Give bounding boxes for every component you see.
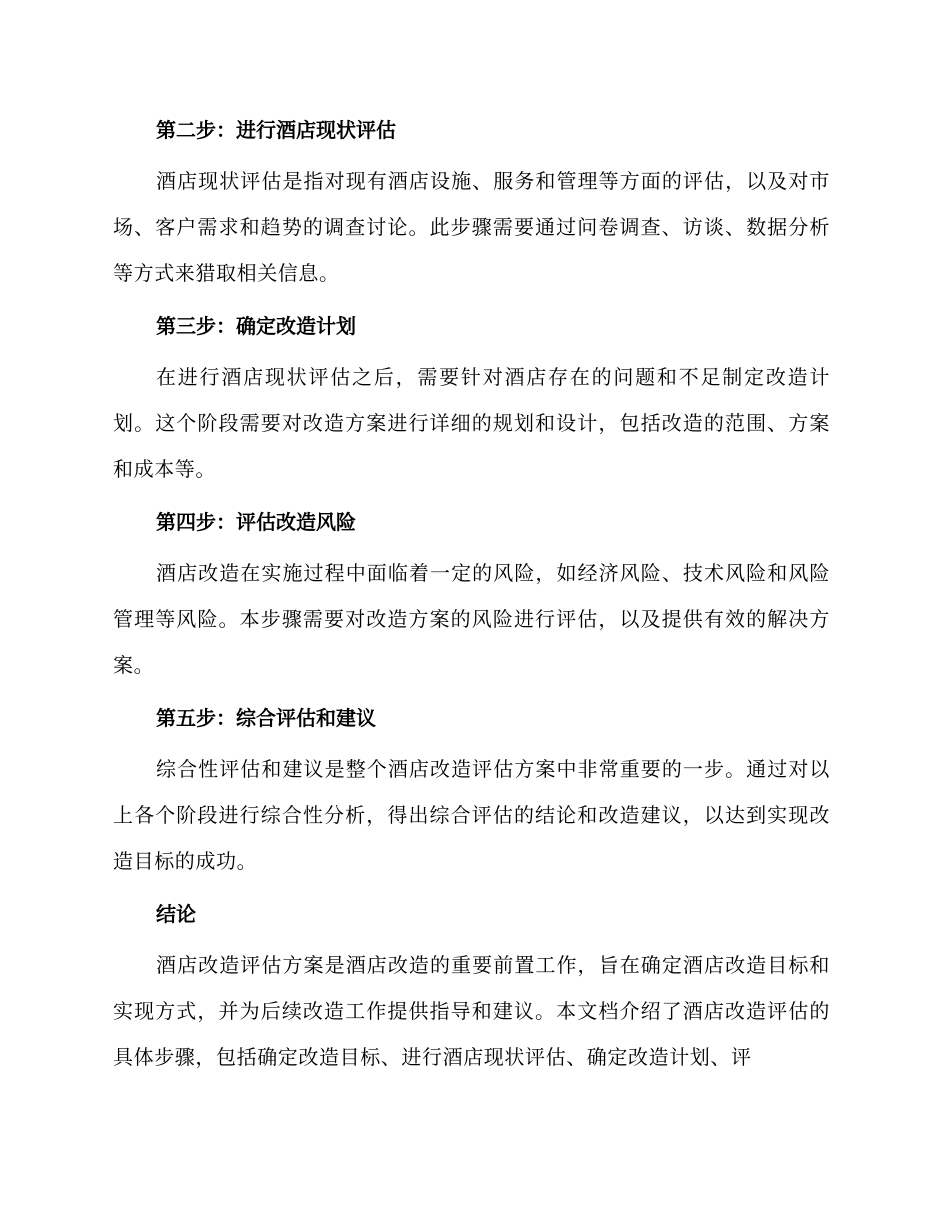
section-heading-step5: 第五步：综合评估和建议 — [156, 706, 376, 730]
section-body-step5: 综合性评估和建议是整个酒店改造评估方案中非常重要的一步。通过对以上各个阶段进行综合性分析，得出综合评估的结论和改造建议，以达到实现改造目标的成功。 — [113, 757, 830, 873]
section-body-step3: 在进行酒店现状评估之后，需要针对酒店存在的问题和不足制定改造计划。这个阶段需要对改造方案进行详细的规划和设计，包括改造的范围、方案和成本等。 — [113, 365, 830, 481]
document-page — [113, 108, 830, 1088]
section-heading-step3: 第三步：确定改造计划 — [156, 314, 356, 338]
section-heading-step4: 第四步：评估改造风险 — [156, 510, 356, 534]
section-body-step2: 酒店现状评估是指对现有酒店设施、服务和管理等方面的评估，以及对市场、客户需求和趋势的调查讨论。此步骤需要通过问卷调查、访谈、数据分析等方式来猎取相关信息。 — [113, 169, 830, 285]
section-heading-step2: 第二步：进行酒店现状评估 — [156, 118, 396, 142]
section-body-step4: 酒店改造在实施过程中面临着一定的风险，如经济风险、技术风险和风险管理等风险。本步骤需要对改造方案的风险进行评估，以及提供有效的解决方案。 — [113, 561, 830, 677]
section-body-conclusion: 酒店改造评估方案是酒店改造的重要前置工作，旨在确定酒店改造目标和实现方式，并为后续改造工作提供指导和建议。本文档介绍了酒店改造评估的具体步骤，包括确定改造目标、进行酒店现状评估、确定改造计划、评 — [113, 953, 830, 1069]
section-heading-conclusion: 结论 — [156, 902, 196, 926]
